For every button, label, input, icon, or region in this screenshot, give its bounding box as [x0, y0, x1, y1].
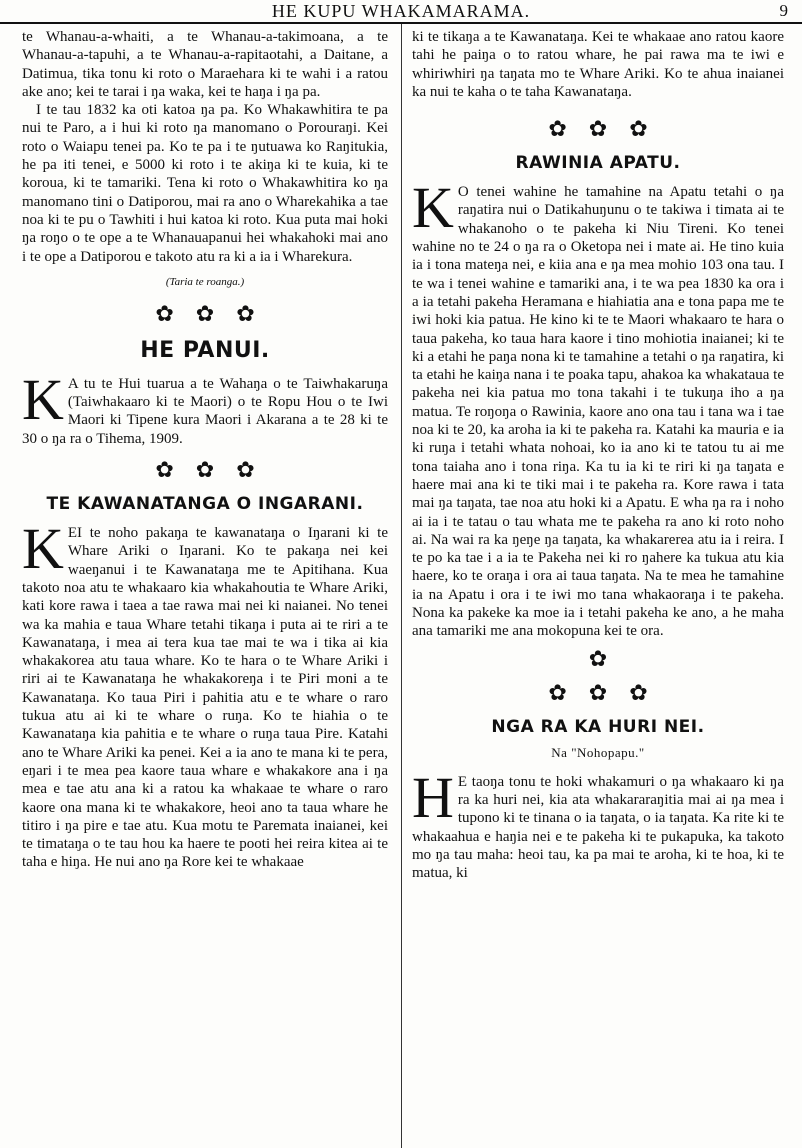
kawanatanga-paragraph: [22, 516, 388, 872]
page-number: 9: [779, 1, 788, 20]
rawinia-text: O tenei wahine he tamahine na Apatu tetahi o ŋa raŋatira nui o Datikahuŋunu o te takiwa i timata ai te whakanoho o te pakeha ki Niu Tireni. Ko tenei wahine no te 24 o ŋa ra o Oketopa nei i mate ai. He tino kuia ia i tona mateŋa nei, e kiia ana e ŋa mea mohio 103 ona tau. I te wa i tenei wahine e tamariki ana, i te wa pea 1830 ka ora i a ia tetahi pakeha Heramana e hiahiatia ana e tona papa me te iwi hoki kia patua. He kino ki te te Maori whakaaro te hara o taua pakeha, ko taua hara kaore i tino mohiotia inaianei; ki te ki a etahi he paŋa nona ki te tamahine a tetahi o ŋa raŋatira, ki ta etahi he kaiŋa nana i te poaka tapu, ahakoa ka whakataua te pakeha nei kia patua mo tona takahi i te tukuŋa iho a ŋa matua. Te roŋoŋa o Rawinia, kaore ano ona tau i tana wa i tae noa ki te 20, ka aroha ia ki te pakeha ra. Katahi ka mauria e ia ki ruŋa i tetahi whata nohoai, ko ia ano ki te tatou tu ai me tona taiaha ano i tona riŋa. Ka tu ia ki te riri ki ŋa taŋata e haere mai ana ki te tiki mai i te pakeha ra. Kore rawa i tata mai ŋa taŋata, tae noa atu hoki ki a Apatu. E wha ŋa ra i noho ai ia i te tatau o tau whata me te pakeha ra ano ki roto noho ai. Na wai ra ka ŋeŋe ŋa taŋata, ka whakarerea atu ia i reira. I te po ka tae i a ia te Pakeha nei ki ro ŋahere ka tukua atu kia haere, ko te oraŋa i ora ai taua taŋata. Na te mea he tamahine ia na Apatu i ora i te iwi mo tana whakaoraŋa i te pakeha. Nona ka pakeke ka moe ia i tetahi pakeha ke ano, a he maha ana tamariki me ana mokopuna kei te ora.: [412, 184, 784, 640]
flower-ornament-icon: ✿: [236, 457, 255, 483]
flower-ornament-icon: ✿: [548, 679, 567, 705]
flower-ornament-icon: ✿: [588, 116, 608, 142]
flower-ornament-icon: ✿: [236, 300, 255, 326]
drop-cap: K: [412, 175, 454, 241]
ornament-row: [22, 302, 388, 326]
paragraph: I te tau 1832 ka oti katoa ŋa pa. Ko Whakawhitira te pa nui te Paro, a i hui ki roto ŋa manomano o Porouraŋi. Kei roto o Waiapu tenei pa. Ko te pa i te ŋutuawa ko Raŋitukia, he pa iti tenei, e 5000 ki roto i te akiŋa ki te kuia, ki te koroua, ki te tamariki. Tena ki roto o Whakawhitira ko ŋa manomano tini o Datiporou, mai ra ano o Wharekahika a tae noa ki te pu o Tawhiti i hui katoa ki roto. Kua puta mai hoki ŋa roŋo o te ope a te Whanauapanui hei whakahoki mai ano i te ope a Datiporou e takoto atu ra ki a ia i Wharekura.: [22, 102, 388, 265]
page-header-title: HE KUPU WHAKAMARAMA.: [271, 1, 531, 21]
drop-cap: H: [412, 764, 454, 830]
page-header: [0, 0, 802, 24]
huri-text: E taoŋa tonu te hoki whakamuri o ŋa whakaaro ki ŋa ra ka huri nei, kia ata whakararaŋitia mai ai ŋa mea i tupono ki te tinana o ia taŋata, o ia taŋata. Ka rite ki te whakaahua e haŋia nei e te pakeha ki te pukapuka, ka takoto mo ŋa tau maha: heoi tau, ka pa mai te aroha, ki te hoa, ki te matua, ki: [412, 773, 784, 882]
ornament-row: [412, 117, 784, 141]
byline: Na "Nohopapu.": [551, 744, 645, 760]
flower-ornament-icon: ✿: [195, 457, 215, 483]
drop-cap: K: [22, 516, 64, 582]
ornament-row: [412, 647, 784, 671]
panui-paragraph: [22, 366, 388, 448]
flower-ornament-icon: ✿: [588, 645, 608, 671]
kawanatanga-text: EI te noho pakaŋa te kawanataŋa o Iŋarani ki te Whare Ariki o Iŋarani. Ko te pakaŋa nei kei waeŋanui i te Kawanataŋa me te Apitihana. Kua takoto noa atu te whakaaro kia whakahoutia te Whare Ariki, kati kore rawa i taea a tae rawa mai nei ki naianei. No tenei wa ka mahia e taua Whare tetahi tikaŋa i puta ai te riri a te Kawanataŋa, i mea ai tera kua tae mai te wa i tika ai kia whakakorea atu taua whare. Ko te hara o te Whare Ariki i riri ai te Kawanataŋa he whakakoreŋa i te Piri moni a te Kawanataŋa. Ko taua Piri i pahitia atu e te whare o raro tukua atu ai ki te whare o ruŋa. Ko te hiahia o te Kawanataŋa kia pahitia e te whare o ruŋa taua Pire. Katahi ano te Whare Ariki ka penei. Kei a ia ano te mana ki te pera, eŋari i te mea pea kaore taua whare e whakakore ana i ŋa mea e tae atu ana ki a ratou ka whakaae te whare o raro kaore ona mana ki te whakakore, heoi ano ta taua whare he titiro i ŋa pire e tae atu. Kua motu te Paremata inaianei, kei te timataŋa o te tau hou ka haere te pooti hei reira kitea ai te taha e hiŋa. He nui ano ŋa Rore kei te whakaae: [22, 525, 388, 871]
ornament-row: [412, 681, 784, 705]
section-heading-rawinia: RAWINIA APATU.: [515, 153, 681, 174]
flower-ornament-icon: ✿: [588, 679, 608, 705]
flower-ornament-icon: ✿: [629, 116, 648, 142]
drop-cap: K: [22, 366, 64, 432]
huri-paragraph: [412, 764, 784, 883]
section-heading-kawanatanga: TE KAWANATANGA O INGARANI.: [46, 494, 364, 515]
right-column: [412, 28, 784, 882]
flower-ornament-icon: ✿: [155, 457, 174, 483]
continued-paragraph: ki te tikaŋa a te Kawanataŋa. Kei te whakaae ano ratou kaore tahi he paiŋa o to ratou whare, he pai rawa ma te iwi e whiriwhiri ŋa taŋata mo te Whare Ariki. Ko te ahua inaianei ka nui te kaha o te taha Kawanataŋa.: [412, 29, 784, 100]
continued-paragraph: te Whanau-a-whaiti, a te Whanau-a-takimoana, a te Whanau-a-tapuhi, a te Whanau-a-rapitaotahi, a Daitane, a Datimua, tika tonu ki roto o Maraehara ki te wahi i a ratou ake ano; kei te tarai i ŋa waka, kei te haŋa i ŋa pa.: [22, 29, 388, 100]
section-heading-huri: NGA RA KA HURI NEI.: [491, 716, 705, 737]
continued-caption: (Taria te roanga.): [165, 275, 245, 288]
flower-ornament-icon: ✿: [629, 679, 648, 705]
section-heading-panui: HE PANUI.: [140, 337, 270, 363]
column-divider: [401, 24, 402, 1148]
flower-ornament-icon: ✿: [548, 116, 567, 142]
flower-ornament-icon: ✿: [155, 300, 174, 326]
ornament-row: [22, 458, 388, 482]
panui-text: A tu te Hui tuarua a te Wahaŋa o te Taiwhakaruŋa (Taiwhakaaro ki te Maori) o te Ropu Hou o te Iwi Maori ki Tipene kura Maori i Akarana a te 28 ki te 30 o ŋa ra o Tihema, 1909.: [22, 375, 388, 447]
flower-ornament-icon: ✿: [195, 300, 215, 326]
left-column: [22, 28, 388, 872]
rawinia-paragraph: [412, 175, 784, 640]
